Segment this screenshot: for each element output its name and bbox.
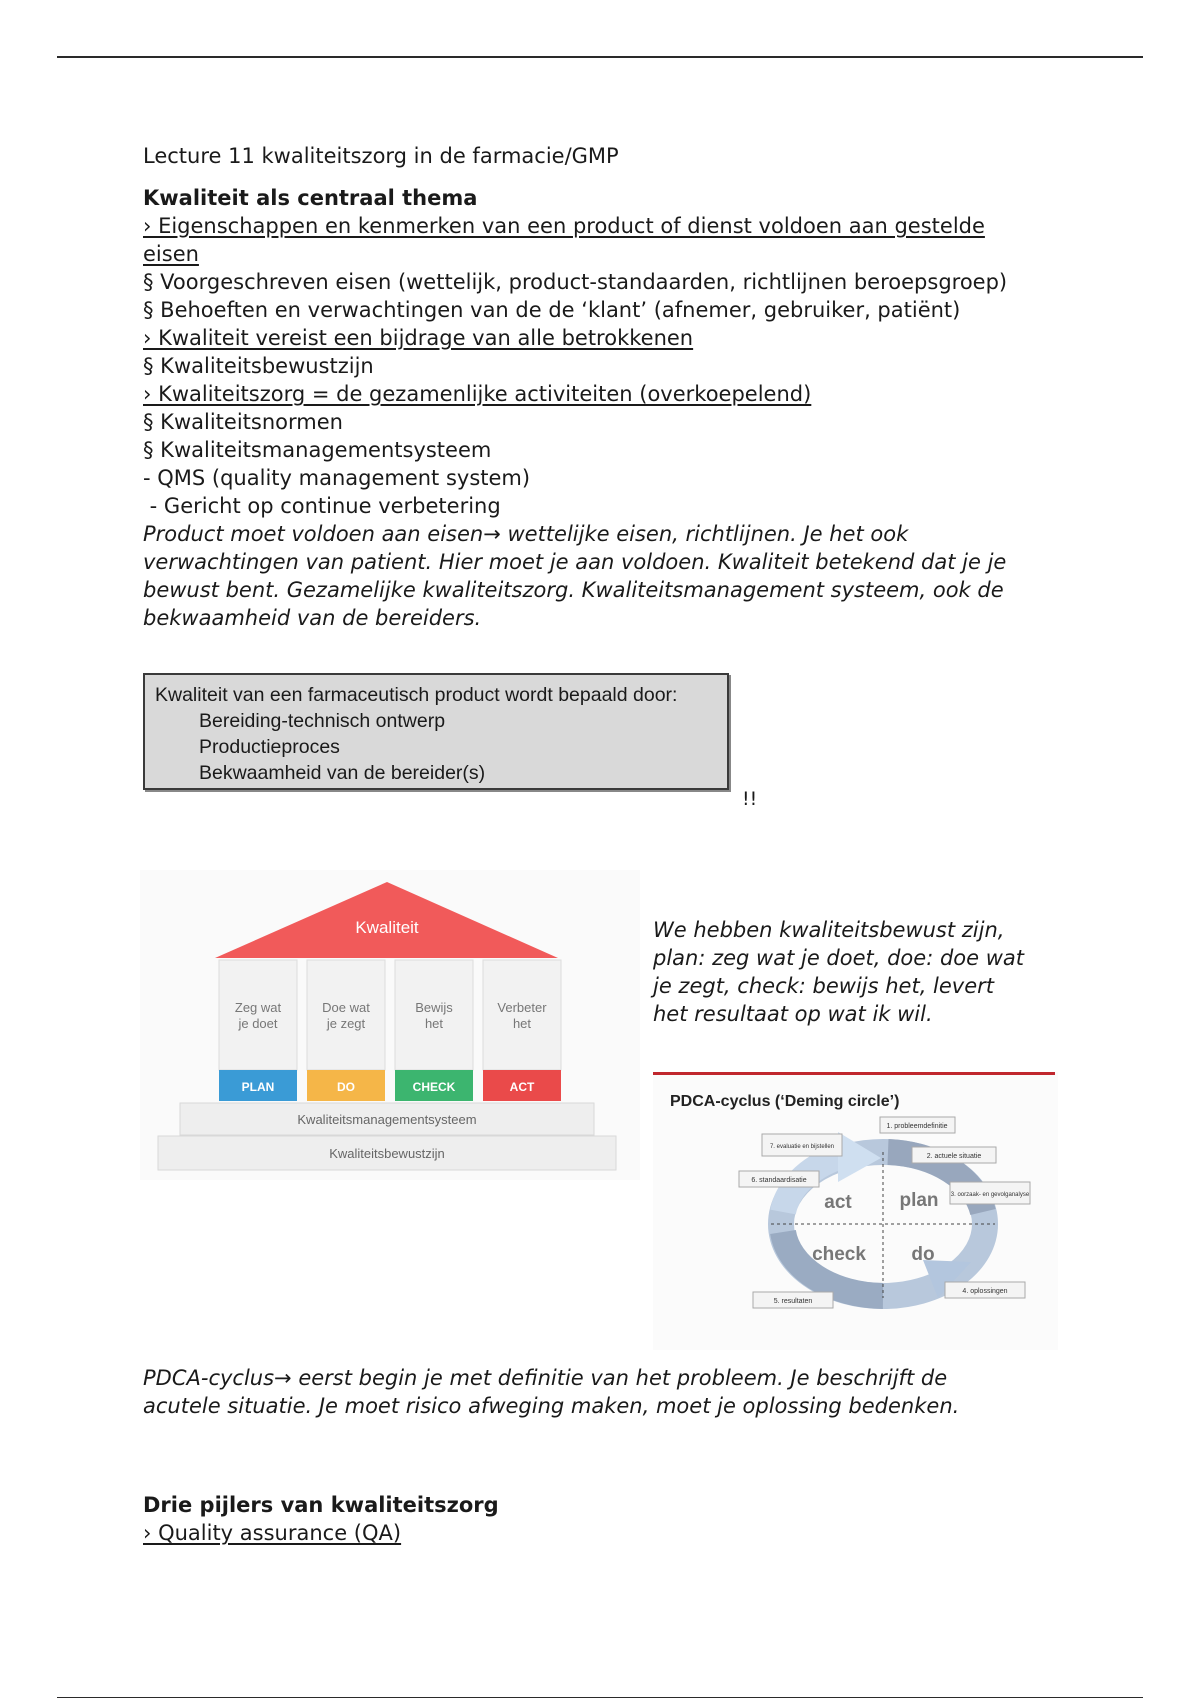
- pillar-label: Doe wat: [322, 1000, 370, 1015]
- note-line: PDCA-cyclus→ eerst begin je met definitie van het probleem. Je beschrijft de: [143, 1366, 948, 1390]
- pillar-tag-label: DO: [337, 1080, 355, 1094]
- bullet-line: - Gericht op continue verbetering: [143, 494, 501, 518]
- bullet-line: § Kwaliteitsbewustzijn: [143, 354, 374, 378]
- bullet-line: § Voorgeschreven eisen (wettelijk, product-standaarden, richtlijnen beroepsgroep): [143, 270, 1008, 294]
- quality-box-item: Bekwaamheid van de bereider(s): [199, 762, 486, 784]
- step-label: Kwaliteitsmanagementsysteem: [297, 1112, 477, 1127]
- step-label: 1. probleemdefinitie: [886, 1123, 948, 1130]
- bullet-line: § Behoeften en verwachtingen van de de ‘klant’ (afnemer, gebruiker, patiënt): [143, 298, 961, 322]
- note-line: bewust bent. Gezamelijke kwaliteitszorg. Kwaliteitsmanagement systeem, ook de: [143, 578, 1004, 602]
- bullet-line: › Kwaliteit vereist een bijdrage van alle betrokkenen: [143, 326, 694, 350]
- step-label: 4. oplossingen: [962, 1288, 1008, 1295]
- bullet-line: › Kwaliteitszorg = de gezamenlijke activiteiten (overkoepelend): [143, 382, 812, 406]
- quadrant-label: do: [911, 1244, 935, 1265]
- top-rule: [57, 56, 1143, 58]
- pdca-background: [653, 1072, 1058, 1350]
- pillar-label: je zegt: [326, 1016, 366, 1031]
- bullet-line: › Eigenschappen en kenmerken van een product of dienst voldoen aan gestelde: [143, 214, 985, 238]
- pillar-label: Zeg wat: [234, 1000, 282, 1015]
- pillar-tag-label: PLAN: [241, 1080, 275, 1094]
- pillar: [395, 960, 473, 1101]
- pdca-title: PDCA-cyclus (‘Deming circle’): [670, 1093, 900, 1110]
- quadrant-label: check: [812, 1244, 866, 1265]
- side-note-line: het resultaat op wat ik wil.: [653, 1002, 933, 1026]
- note-line: acutele situatie. Je moet risico afweging maken, moet je oplossing bedenken.: [143, 1394, 960, 1418]
- quadrant-label: act: [824, 1192, 852, 1213]
- pillar-tag-label: CHECK: [412, 1080, 456, 1094]
- pdca-figure: [653, 1072, 1058, 1350]
- pillar: [219, 960, 297, 1101]
- quality-box-item: Productieproces: [199, 736, 340, 758]
- pdca-note: [143, 1364, 1073, 1420]
- note-line: verwachtingen van patient. Hier moet je aan voldoen. Kwaliteit betekend dat je je: [143, 550, 1007, 574]
- side-note: [653, 916, 1073, 1028]
- step-label: 7. evaluatie en bijstellen: [769, 1144, 835, 1150]
- text-block-main: [143, 142, 1073, 632]
- quadrant-label: plan: [899, 1190, 939, 1211]
- quality-box-item: Bereiding-technisch ontwerp: [199, 710, 446, 732]
- step-label: 2. actuele situatie: [926, 1153, 982, 1160]
- pdca-red-rule: [653, 1072, 1055, 1075]
- step-label: 5. resultaten: [773, 1298, 813, 1305]
- step-label: Kwaliteitsbewustzijn: [329, 1146, 445, 1161]
- bullet-line: § Kwaliteitsmanagementsysteem: [143, 438, 492, 462]
- bullet-line: eisen: [143, 242, 199, 266]
- note-line: bekwaamheid van de bereiders.: [143, 606, 482, 630]
- step-label: 6. standaardisatie: [751, 1177, 807, 1184]
- exclamation-mark: !!: [742, 788, 758, 810]
- pillar-label: het: [424, 1016, 444, 1031]
- side-note-line: We hebben kwaliteitsbewust zijn,: [653, 918, 1005, 942]
- pillar-label: je doet: [238, 1016, 278, 1031]
- pillar-tag-label: ACT: [509, 1080, 535, 1094]
- pillar-label: Bewijs: [415, 1000, 453, 1015]
- section-heading: Drie pijlers van kwaliteitszorg: [143, 1493, 499, 1517]
- section-two: [143, 1491, 1073, 1547]
- side-note-line: je zegt, check: bewijs het, levert: [653, 974, 995, 998]
- bullet-line: - QMS (quality management system): [143, 466, 531, 490]
- section-heading: Kwaliteit als centraal thema: [143, 186, 478, 210]
- side-note-line: plan: zeg wat je doet, doe: doe wat: [653, 946, 1025, 970]
- roof-label: Kwaliteit: [355, 918, 419, 937]
- quality-house-diagram: [140, 870, 640, 1180]
- pillar-label: Verbeter: [497, 1000, 547, 1015]
- note-line: Product moet voldoen aan eisen→ wettelijke eisen, richtlijnen. Je het ook: [143, 522, 909, 546]
- lecture-title: Lecture 11 kwaliteitszorg in de farmacie/GMP: [143, 144, 619, 168]
- pillar-label: het: [512, 1016, 532, 1031]
- bullet-line: § Kwaliteitsnormen: [143, 410, 343, 434]
- bottom-rule: [57, 1697, 1143, 1698]
- pillar: [307, 960, 385, 1101]
- quality-box-title: Kwaliteit van een farmaceutisch product wordt bepaald door:: [155, 684, 678, 706]
- step-label: 3. oorzaak- en gevolganalyse: [950, 1192, 1030, 1198]
- pillar: [483, 960, 561, 1101]
- quality-box: [143, 673, 729, 790]
- bullet-line: › Quality assurance (QA): [143, 1521, 402, 1545]
